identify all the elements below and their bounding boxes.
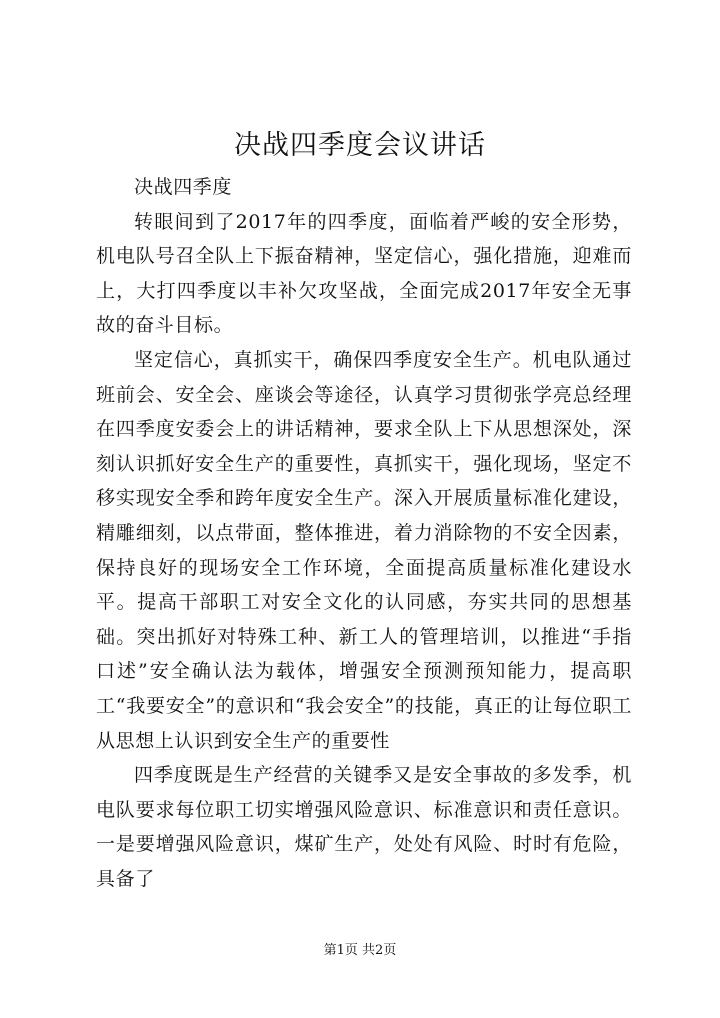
document-body: [96, 170, 632, 896]
paragraph-confidence: 坚定信心，真抓实干，确保四季度安全生产。机电队通过班前会、安全会、座谈会等途径，认真学习贯彻张学亮总经理在四季度安委会上的讲话精神，要求全队上下从思想深处，深刻认识抓好安全生产的重要性，真抓实干，强化现场，坚定不移实现安全季和跨年度安全生产。深入开展质量标准化建设，精雕细刻，以点带面，整体推进，着力消除物的不安全因素，保持良好的现场安全工作环境，全面提高质量标准化建设水平。提高干部职工对安全文化的认同感，夯实共同的思想基础。突出抓好对特殊工种、新工人的管理培训，以推进“手指口述”安全确认法为载体，增强安全预测预知能力，提高职工“我要安全”的意识和“我会安全”的技能，真正的让每位职工从思想上认识到安全生产的重要性: [96, 348, 632, 752]
paragraph-subtitle: 决战四季度: [134, 176, 233, 198]
paragraph-risk-awareness: 四季度既是生产经营的关键季又是安全事故的多发季，机电队要求每位职工切实增强风险意识、标准意识和责任意识。一是要增强风险意识，煤矿生产，处处有风险、时时有危险，具备了: [96, 764, 632, 890]
page-footer: 第1页 共2页: [323, 943, 397, 958]
paragraph-intro: 转眼间到了2017年的四季度，面临着严峻的安全形势，机电队号召全队上下振奋精神，坚定信心，强化措施，迎难而上，大打四季度以丰补欠攻坚战，全面完成2017年安全无事故的奋斗目标。: [96, 210, 632, 337]
document-title: 决战四季度会议讲话: [234, 130, 486, 161]
